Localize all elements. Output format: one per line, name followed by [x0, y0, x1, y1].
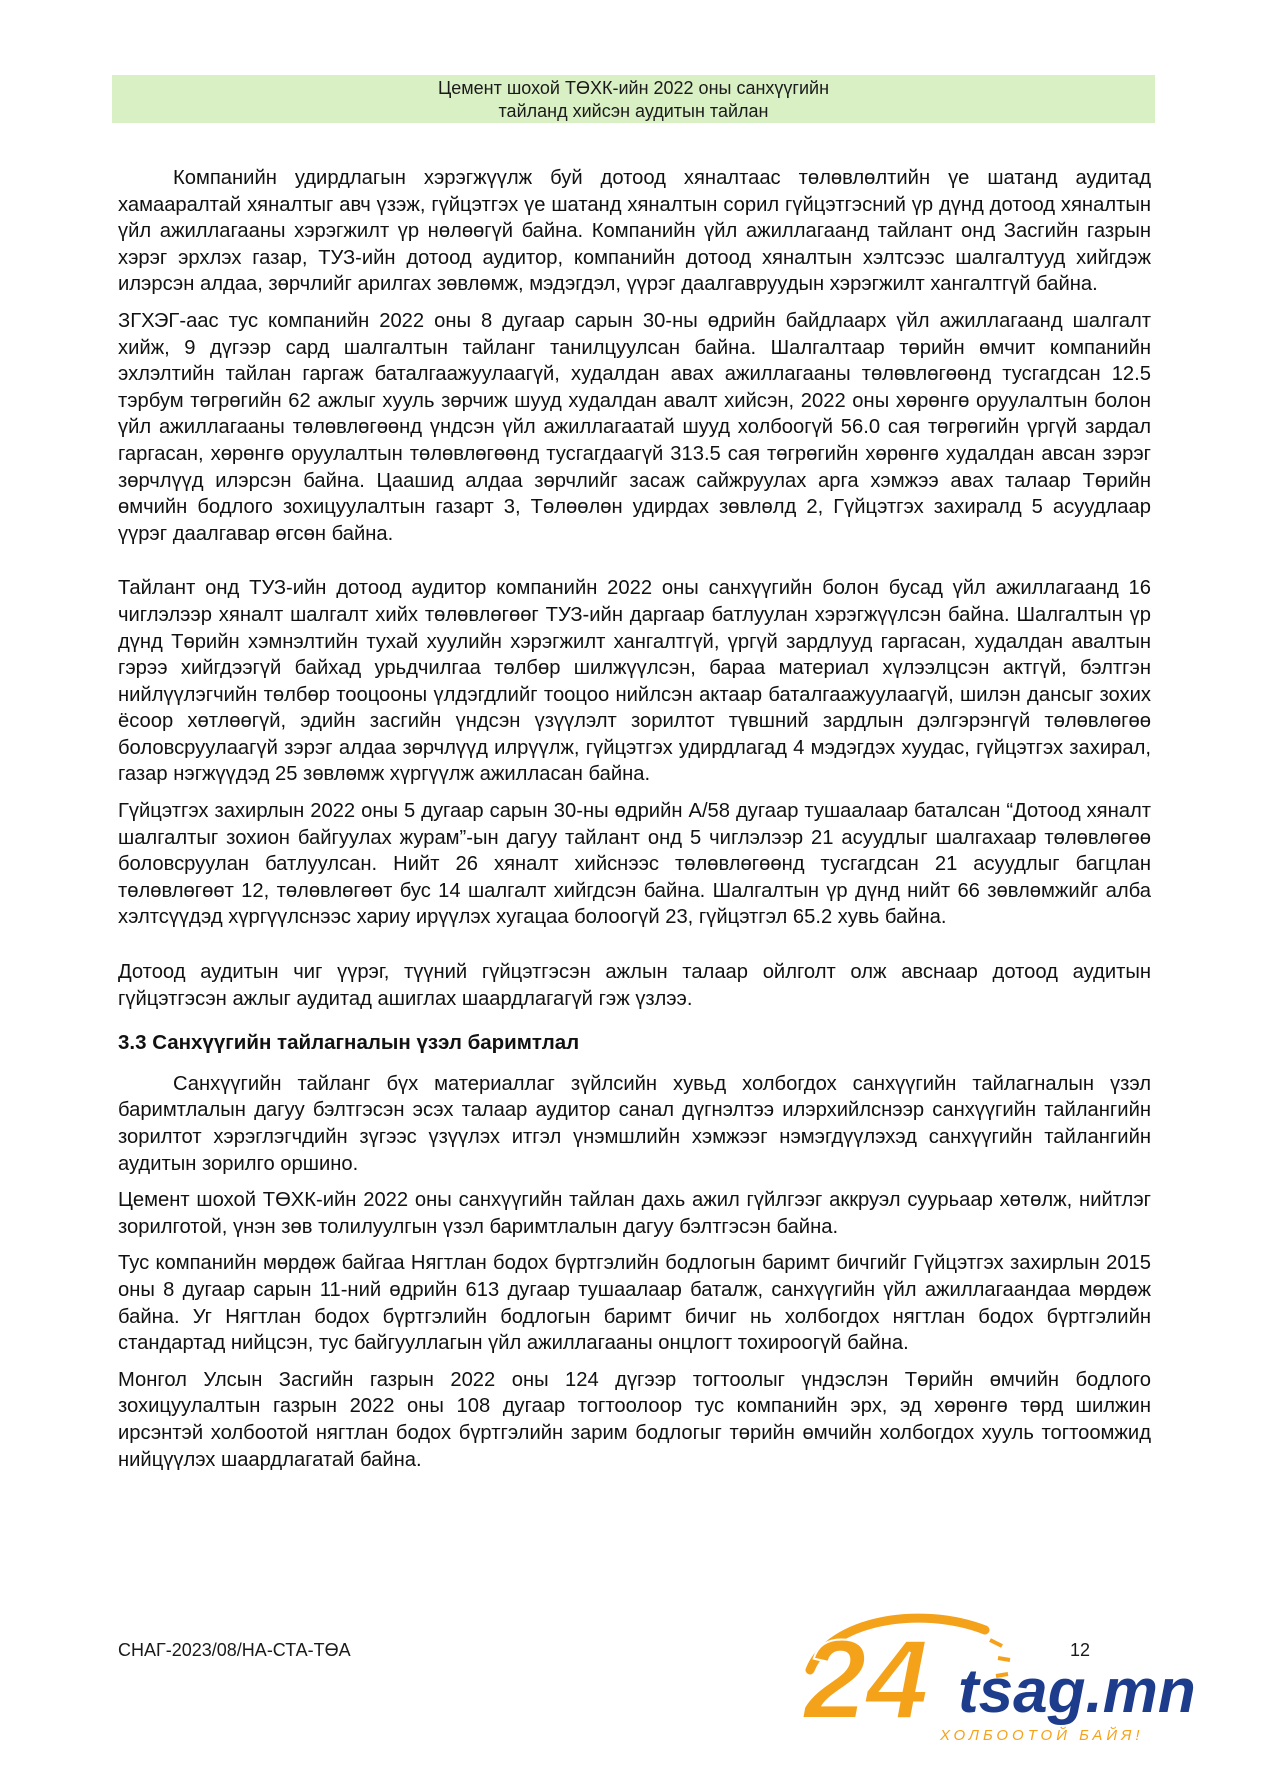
section-paragraph-1: Санхүүгийн тайланг бүх материаллаг зүйлсийн хувьд холбогдох санхүүгийн тайлагналын үзэл баримтлалын дагуу бэлтгэсэн эсэх талаар аудитор санал дүгнэлтээ илэрхийлснээр санхүүгийн тайлангийн зорилтот хэрэглэгчдийн зүгээс үзүүлэх итгэл үнэмшлийн хэмжээг нэмэгдүүлэхэд санхүүгийн тайлангийн аудитын зорилго оршино. [118, 1072, 1151, 1175]
watermark-domain: tsag.mn [958, 1657, 1196, 1726]
report-body [118, 165, 1151, 1483]
paragraph-4: Гүйцэтгэх захирлын 2022 оны 5 дугаар сарын 30-ны өдрийн А/58 дугаар тушаалаар баталсан “Дотоод хяналт шалгалтыг зохион байгуулах журам”-ын дагуу тайлант онд 5 чиглэлээр 21 асуудлыг шалгахаар төлөвлөгөө боловсруулан батлуулсан. Нийт 26 хяналт хийснээс төлөвлөгөөнд тусгагдсан 21 асуудлыг багцлан төлөвлөгөөт 12, төлөвлөгөөт бус 14 шалгалт хийгдсэн байна. Шалгалтын үр дүнд нийт 66 зөвлөмжийг алба хэлтсүүдэд хүргүүлснээс хариу ирүүлэх хугацаа болоогүй 23, гүйцэтгэл 65.2 хувь байна. [118, 800, 1151, 929]
watermark-slogan: ХОЛБООТОЙ БАЙЯ! [940, 1727, 1144, 1744]
paragraph-1: Компанийн удирдлагын хэрэгжүүлж буй дотоод хяналтаас төлөвлөлтийн үе шатанд аудитад хамааралтай хяналтыг авч үзэж, гүйцэтгэх үе шатанд хяналтын сорил гүйцэтгэсний үр дүнд дотоод хяналтын үйл ажиллагааны хэрэгжилт үр нөлөөгүй байна. Компанийн үйл ажиллагаанд тайлант онд Засгийн газрын хэрэг эрхлэх газар, ТУЗ-ийн дотоод аудитор, компанийн дотоод хяналтын хэлтсээс шалгалтууд хийгдэж илэрсэн алдаа, зөрчлийг арилгах зөвлөмж, мэдэгдэл, үүрэг даалгавруудын хэрэгжилт хангалтгүй байна. [118, 167, 1151, 296]
header-line-2: тайланд хийсэн аудитын тайлан [498, 101, 769, 121]
paragraph-5: Дотоод аудитын чиг үүрэг, түүний гүйцэтгэсэн ажлын талаар ойлголт олж авснаар дотоод аудитын гүйцэтгэсэн ажлыг аудитад ашиглах шаардлагагүй гэж үзлээ. [118, 961, 1151, 1010]
header-line-1: Цемент шохой ТӨХК-ийн 2022 оны санхүүгийн [437, 78, 830, 98]
watermark-logo [770, 1600, 1235, 1750]
watermark-number: 24 [804, 1617, 929, 1742]
section-paragraph-3: Тус компанийн мөрдөж байгаа Нягтлан бодох бүртгэлийн бодлогын баримт бичгийг Гүйцэтгэх захирлын 2015 оны 8 дугаар сарын 11-ний өдрийн 613 дугаар тушаалаар баталж, санхүүгийн үйл ажиллагаандаа мөрдөж байна. Уг Нягтлан бодох бүртгэлийн бодлогын баримт бичиг нь холбогдох нягтлан бодох бүртгэлийн стандартад нийцсэн, тус байгууллагын үйл ажиллагааны онцлогт тохироогүй байна. [118, 1252, 1151, 1355]
page-number: 12 [1070, 1640, 1091, 1660]
report-header [112, 75, 1155, 123]
section-paragraph-4: Монгол Улсын Засгийн газрын 2022 оны 124 дүгээр тогтоолыг үндэслэн Төрийн өмчийн бодлого зохицуулалтын газрын 2022 оны 108 дугаар тогтоолоор тус компанийн эрх, эд хөрөнгө төрд шилжин ирсэнтэй холбоотой нягтлан бодох бүртгэлийн зарим бодлогыг төрийн өмчийн холбогдох хууль тогтоомжид нийцүүлэх шаардлагатай байна. [118, 1368, 1151, 1471]
document-code: СНАГ-2023/08/НА-СТА-ТӨА [118, 1640, 351, 1660]
section-paragraph-2: Цемент шохой ТӨХК-ийн 2022 оны санхүүгийн тайлан дахь ажил гүйлгээг аккруэл суурьаар хөтөлж, нийтлэг зорилготой, үнэн зөв толилуулгын үзэл баримтлалын дагуу бэлтгэсэн байна. [118, 1189, 1151, 1238]
section-heading: 3.3 Санхүүгийн тайлагналын үзэл баримтлал [118, 1031, 580, 1055]
paragraph-2: ЗГХЭГ-аас тус компанийн 2022 оны 8 дугаар сарын 30-ны өдрийн байдлаарх үйл ажиллагаанд шалгалт хийж, 9 дүгээр сард шалгалтын тайланг танилцуулсан байна. Шалгалтаар төрийн өмчит компанийн эхлэлтийн тайлан гаргаж баталгаажуулаагүй, худалдан авах ажиллагааны төлөвлөгөөнд тусгагдсан 12.5 тэрбум төгрөгийн 62 ажлыг хууль зөрчиж шууд худалдан авалт хийсэн, 2022 оны хөрөнгө оруулалтын болон үйл ажиллагааны төлөвлөгөөнд үндсэн үйл ажиллагаатай шууд холбоогүй 56.0 сая төгрөгийн үргүй зардал гаргасан, хөрөнгө оруулалтын төлөвлөгөөнд тусгагдаагүй 313.5 сая төгрөгийн хөрөнгө худалдан авсан зэрэг зөрчлүүд илэрсэн байна. Цаашид алдаа зөрчлийг засаж сайжруулах арга хэмжээ авах талаар Төрийн өмчийн бодлого зохицуулалтын газарт 3, Төлөөлөн удирдах зөвлөлд 2, Гүйцэтгэх захиралд 5 асуудлаар үүрэг даалгавар өгсөн байна. [118, 309, 1151, 545]
paragraph-3: Тайлант онд ТУЗ-ийн дотоод аудитор компанийн 2022 оны санхүүгийн болон бусад үйл ажиллагаанд 16 чиглэлээр хяналт шалгалт хийх төлөвлөгөөг ТУЗ-ийн даргаар батлуулан хэрэгжүүлсэн байна. Шалгалтын үр дүнд Төрийн хэмнэлтийн тухай хуулийн хэрэгжилт хангалтгүй, үргүй зардлууд гаргасан, худалдан авалтын гэрээ хийгдээгүй байхад урьдчилгаа төлбөр шилжүүлсэн, бараа материал хүлээлцсэн актгүй, бэлтгэн нийлүүлэгчийн төлбөр тооцооны үлдэгдлийг тооцоо нийлсэн актаар баталгаажуулаагүй, шилэн дансыг зохих ёсоор хөтлөөгүй, эдийн засгийн үндсэн үзүүлэлт зорилтот түвшний зардлын дэлгэрэнгүй төлөвлөгөө боловсруулаагүй зэрэг алдаа зөрчлүүд илрүүлж, гүйцэтгэх удирдлагад 4 мэдэгдэх хуудас, гүйцэтгэх захирал, газар нэгжүүдэд 25 зөвлөмж хүргүүлж ажилласан байна. [118, 577, 1151, 786]
